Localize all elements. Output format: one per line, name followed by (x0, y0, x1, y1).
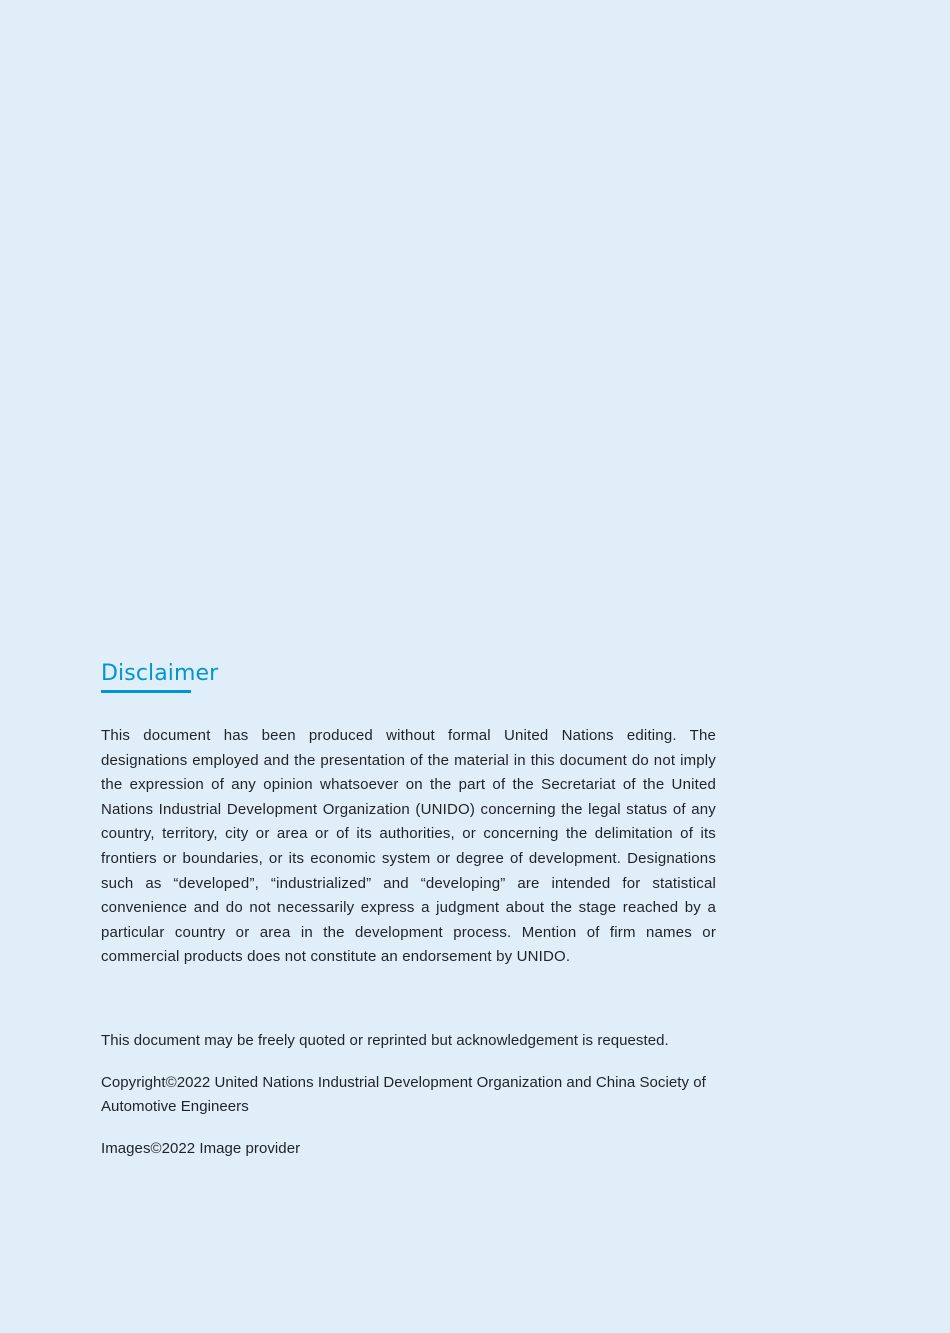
disclaimer-heading-block (101, 660, 218, 693)
images-credit: Images©2022 Image provider (101, 1139, 301, 1157)
quotation-notice: This document may be freely quoted or reprinted but acknowledgement is requested. (101, 1031, 669, 1049)
disclaimer-text: This document has been produced without formal United Nations editing. The designations employed and the presentation of the material in this document do not imply the expression of any opinion whatsoever on the part of the Secretariat of the United Nations Industrial Development Organization (UNIDO) concerning the legal status of any country, territory, city or area or of its authorities, or concerning the delimitation of its frontiers or boundaries, or its economic system or degree of development. Designations such as “developed”, “industrialized” and “developing” are intended for statistical convenience and do not necessarily express a judgment about the stage reached by a particular country or area in the development process. Mention of firm names or commercial products does not constitute an endorsement by UNIDO. (101, 727, 716, 966)
copyright-notice: Copyright©2022 United Nations Industrial Development Organization and China Society of Automotive Engineers (101, 1073, 706, 1116)
disclaimer-section (101, 660, 716, 1161)
title-underline (101, 690, 191, 693)
disclaimer-title: Disclaimer (101, 661, 219, 686)
